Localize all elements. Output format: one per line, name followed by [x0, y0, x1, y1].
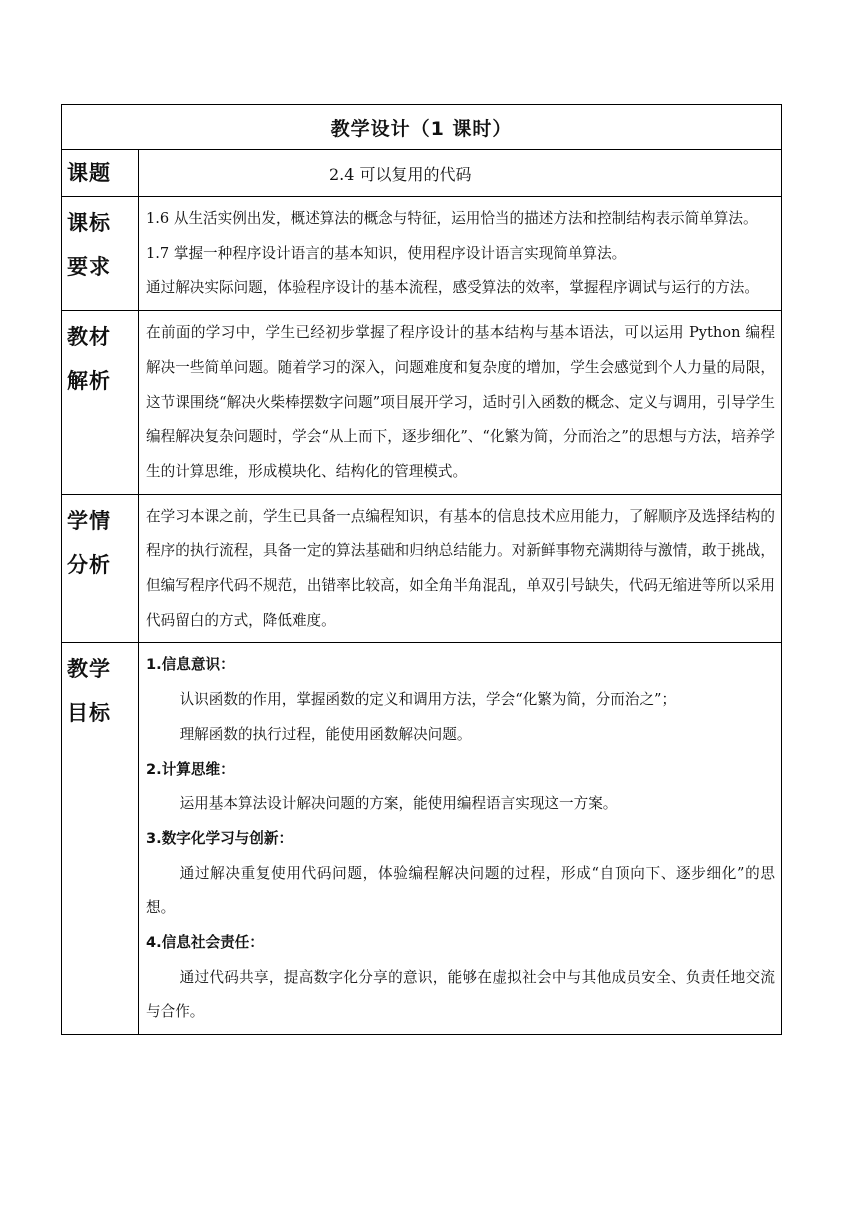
course-label: 课题	[62, 150, 139, 197]
goal-heading: 4.信息社会责任：	[146, 934, 264, 952]
goals-label-line2: 目标	[67, 701, 111, 726]
textbook-label	[62, 311, 139, 495]
course-name: 2.4 可以复用的代码	[139, 150, 782, 197]
standard-item: 通过解决实际问题，体验程序设计的基本流程，感受算法的效率，掌握程序调试与运行的方法。	[146, 279, 759, 297]
textbook-content	[139, 311, 782, 495]
lesson-plan-table	[61, 104, 782, 1035]
student-label-line1: 学情	[67, 508, 111, 533]
textbook-analysis-text: 在前面的学习中，学生已经初步掌握了程序设计的基本结构与基本语法，可以运用 Python 编程解决一些简单问题。随着学习的深入，问题难度和复杂度的增加，学生会感觉到个人力量的局限，这节课围绕“解决火柴棒摆数字问题”项目展开学习，适时引入函数的概念、定义与调用，引导学生编程解决复杂问题时，学会“从上而下，逐步细化”、“化繁为简，分而治之”的思想与方法，培养学生的计算思维，形成模块化、结构化的管理模式。	[146, 324, 775, 480]
standards-content	[139, 197, 782, 311]
student-row	[62, 494, 782, 643]
goal-heading: 3.数字化学习与创新：	[146, 829, 294, 847]
title-row	[62, 105, 782, 150]
standard-item: 1.6 从生活实例出发，概述算法的概念与特征，运用恰当的描述方法和控制结构表示简单算法。	[146, 210, 758, 227]
goals-label	[62, 643, 139, 1035]
goal-heading: 2.计算思维：	[146, 760, 235, 778]
goal-heading: 1.信息意识：	[146, 656, 235, 674]
goal-text: 理解函数的执行过程，能使用函数解决问题。	[179, 725, 472, 743]
course-row	[62, 150, 782, 197]
standards-row	[62, 197, 782, 311]
textbook-row	[62, 311, 782, 495]
student-content	[139, 494, 782, 643]
student-label	[62, 494, 139, 643]
table-title: 教学设计（1 课时）	[62, 105, 782, 150]
standards-label-line2: 要求	[67, 255, 111, 279]
goals-row	[62, 643, 782, 1035]
goals-label-line1: 教学	[67, 657, 111, 682]
textbook-label-line1: 教材	[67, 325, 111, 350]
goal-text: 通过代码共享，提高数字化分享的意识，能够在虚拟社会中与其他成员安全、负责任地交流与合作。	[146, 968, 775, 1021]
goal-text: 通过解决重复使用代码问题，体验编程解决问题的过程，形成“自顶向下、逐步细化”的思想。	[146, 864, 775, 917]
standards-label	[62, 197, 139, 311]
textbook-label-line2: 解析	[67, 369, 111, 394]
student-analysis-text: 在学习本课之前，学生已具备一点编程知识，有基本的信息技术应用能力，了解顺序及选择结构的程序的执行流程，具备一定的算法基础和归纳总结能力。对新鲜事物充满期待与激情，敢于挑战，但编写程序代码不规范，出错率比较高，如全角半角混乱，单双引号缺失，代码无缩进等所以采用代码留白的方式，降低难度。	[146, 507, 775, 629]
goals-content	[139, 643, 782, 1035]
goal-text: 认识函数的作用，掌握函数的定义和调用方法，学会“化繁为简，分而治之”；	[179, 691, 677, 709]
standards-label-line1: 课标	[67, 211, 111, 235]
goal-text: 运用基本算法设计解决问题的方案，能使用编程语言实现这一方案。	[179, 795, 618, 813]
standard-item: 1.7 掌握一种程序设计语言的基本知识，使用程序设计语言实现简单算法。	[146, 244, 627, 262]
student-label-line2: 分析	[67, 552, 111, 577]
